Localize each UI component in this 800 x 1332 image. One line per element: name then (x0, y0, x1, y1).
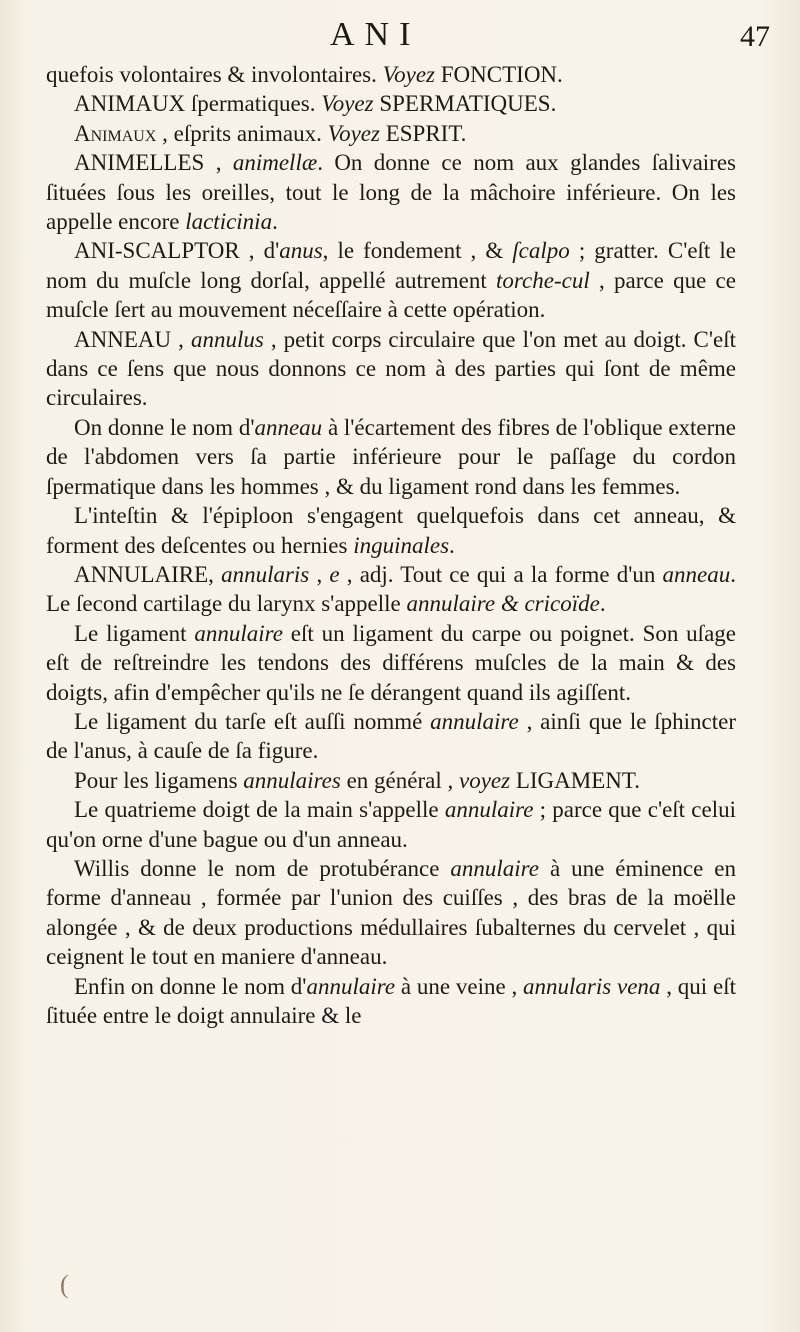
text-run: . Le ſecond cartilage du larynx s'appelle (46, 561, 736, 617)
text-run: FONCTION. (435, 62, 563, 87)
italic-term: anus (279, 238, 323, 264)
paragraph (46, 619, 736, 707)
italic-term: voyez (458, 767, 511, 793)
paragraph (46, 766, 736, 795)
text-run: SPERMATIQUES. (373, 91, 557, 117)
page-header (0, 16, 800, 56)
text-run: . (599, 591, 606, 617)
paragraph (46, 60, 736, 89)
text-run: Animaux (74, 120, 157, 146)
text-run: . (449, 532, 455, 558)
text-run: Pour les ligamens (74, 767, 244, 793)
text-run: , le fondement , & (322, 238, 513, 264)
italic-term: Voyez (321, 91, 374, 117)
paragraph (46, 707, 736, 766)
text-run: On donne le nom d' (74, 414, 255, 440)
italic-term: annulaires (243, 767, 341, 793)
paragraph (46, 972, 736, 1031)
italic-term: annulaire (450, 855, 539, 881)
margin-mark: ( (60, 1270, 69, 1299)
italic-term: annulaire (444, 797, 534, 823)
italic-term: annulaire (194, 620, 283, 646)
text-run: ESPRIT. (379, 120, 467, 146)
text-run: . (272, 209, 278, 235)
text-run: , ainſi que le ſphincter de l'anus, à cauſe de ſa figure. (46, 708, 737, 764)
text-run: L'inteſtin & l'épiploon s'engagent quelquefois dans cet anneau, & forment des deſcentes ou hernies (46, 503, 736, 558)
text-run: Enfin on donne le nom d' (74, 973, 307, 999)
text-run: ANIMELLES , (74, 150, 233, 176)
text-run: . On donne ce nom aux glandes ſalivaires ſituées ſous les oreilles, tout le long de la mâchoire inférieure. On les appelle encore (46, 150, 736, 235)
italic-term: ſcalpo (512, 238, 570, 264)
paragraph (46, 795, 736, 854)
paragraph (46, 148, 736, 236)
paragraph (46, 560, 736, 619)
text-run: LIGAMENT. (510, 767, 640, 793)
italic-term: anneau (662, 561, 731, 587)
text-run: à une veine , (395, 973, 524, 999)
italic-term: Voyez (327, 120, 380, 146)
text-run: quefois volontaires & involontaires. (46, 62, 383, 87)
page-number: 47 (740, 20, 770, 53)
paragraph (46, 89, 736, 118)
italic-term: inguinales (353, 532, 450, 558)
italic-term: animellæ (232, 150, 318, 176)
text-run: à l'écartement des fibres de l'oblique externe de l'abdomen vers ſa partie inférieure pour le paſſage du cordon ſpermatique dans les hommes , & du ligament rond dans les femmes. (46, 414, 736, 499)
text-run: ; parce que c'eſt celui qu'on orne d'une bague ou d'un anneau. (46, 797, 736, 852)
page-body (46, 60, 736, 1030)
italic-term: annulaire (430, 708, 519, 734)
text-run: Le quatrieme doigt de la main s'appelle (74, 797, 445, 823)
text-run: ANI-SCALPTOR , d' (74, 238, 280, 264)
italic-term: anneau (254, 414, 323, 440)
paragraph (46, 325, 736, 413)
text-run: à une éminence en forme d'anneau , formée par l'union des cuiſſes , des bras de la moëlle alongée , & de deux productions médullaires ſubalternes du cervelet , qui ceignent le tout en maniere d'anneau. (46, 855, 737, 970)
italic-term: lacticinia (185, 209, 273, 235)
italic-term: torche-cul (496, 267, 590, 293)
text-run: , petit corps circulaire que l'on met au doigt. C'eſt dans ce ſens que nous donnons ce nom à des parties qui ſont de même circulaires. (46, 326, 736, 411)
italic-term: annularis vena (523, 973, 661, 999)
text-run: ; gratter. C'eſt le nom du muſcle long dorſal, appellé autrement (46, 238, 736, 293)
paragraph (46, 854, 736, 972)
text-run: , (309, 561, 330, 587)
text-run: , eſprits animaux. (156, 120, 328, 146)
italic-term: annulaire (306, 973, 396, 999)
paragraph (46, 236, 736, 324)
paragraph (46, 501, 736, 560)
text-run: en général , (340, 767, 459, 793)
running-head: ANI (330, 16, 421, 53)
text-run: , qui eſt ſituée entre le doigt annulaire & le (46, 973, 736, 1028)
text-run: , parce que ce muſcle ſert au mouvement néceſſaire à cette opération. (46, 267, 736, 323)
italic-term: e (329, 561, 340, 587)
text-run: Le ligament (74, 620, 195, 646)
paragraph (46, 413, 736, 501)
text-run: Willis donne le nom de protubérance (74, 855, 451, 881)
paragraph (46, 119, 736, 148)
text-run: Le ligament du tarſe eſt auſſi nommé (74, 708, 431, 734)
text-run: , adj. Tout ce qui a la forme d'un (339, 561, 663, 587)
text-run: ANIMAUX ſpermatiques. (74, 91, 322, 117)
text-run: ANNEAU , (74, 326, 191, 352)
text-run: ANNULAIRE, (74, 561, 222, 587)
italic-term: annularis (221, 561, 310, 587)
italic-term: annulaire & cricoïde (406, 591, 600, 617)
italic-term: annulus (190, 326, 264, 352)
text-run: eſt un ligament du carpe ou poignet. Son uſage eſt de reſtreindre les tendons des différens muſcles de la main & des doigts, afin d'empêcher qu'ils ne ſe dérangent quand ils agiſſent. (46, 620, 736, 705)
italic-term: Voyez (382, 62, 436, 87)
